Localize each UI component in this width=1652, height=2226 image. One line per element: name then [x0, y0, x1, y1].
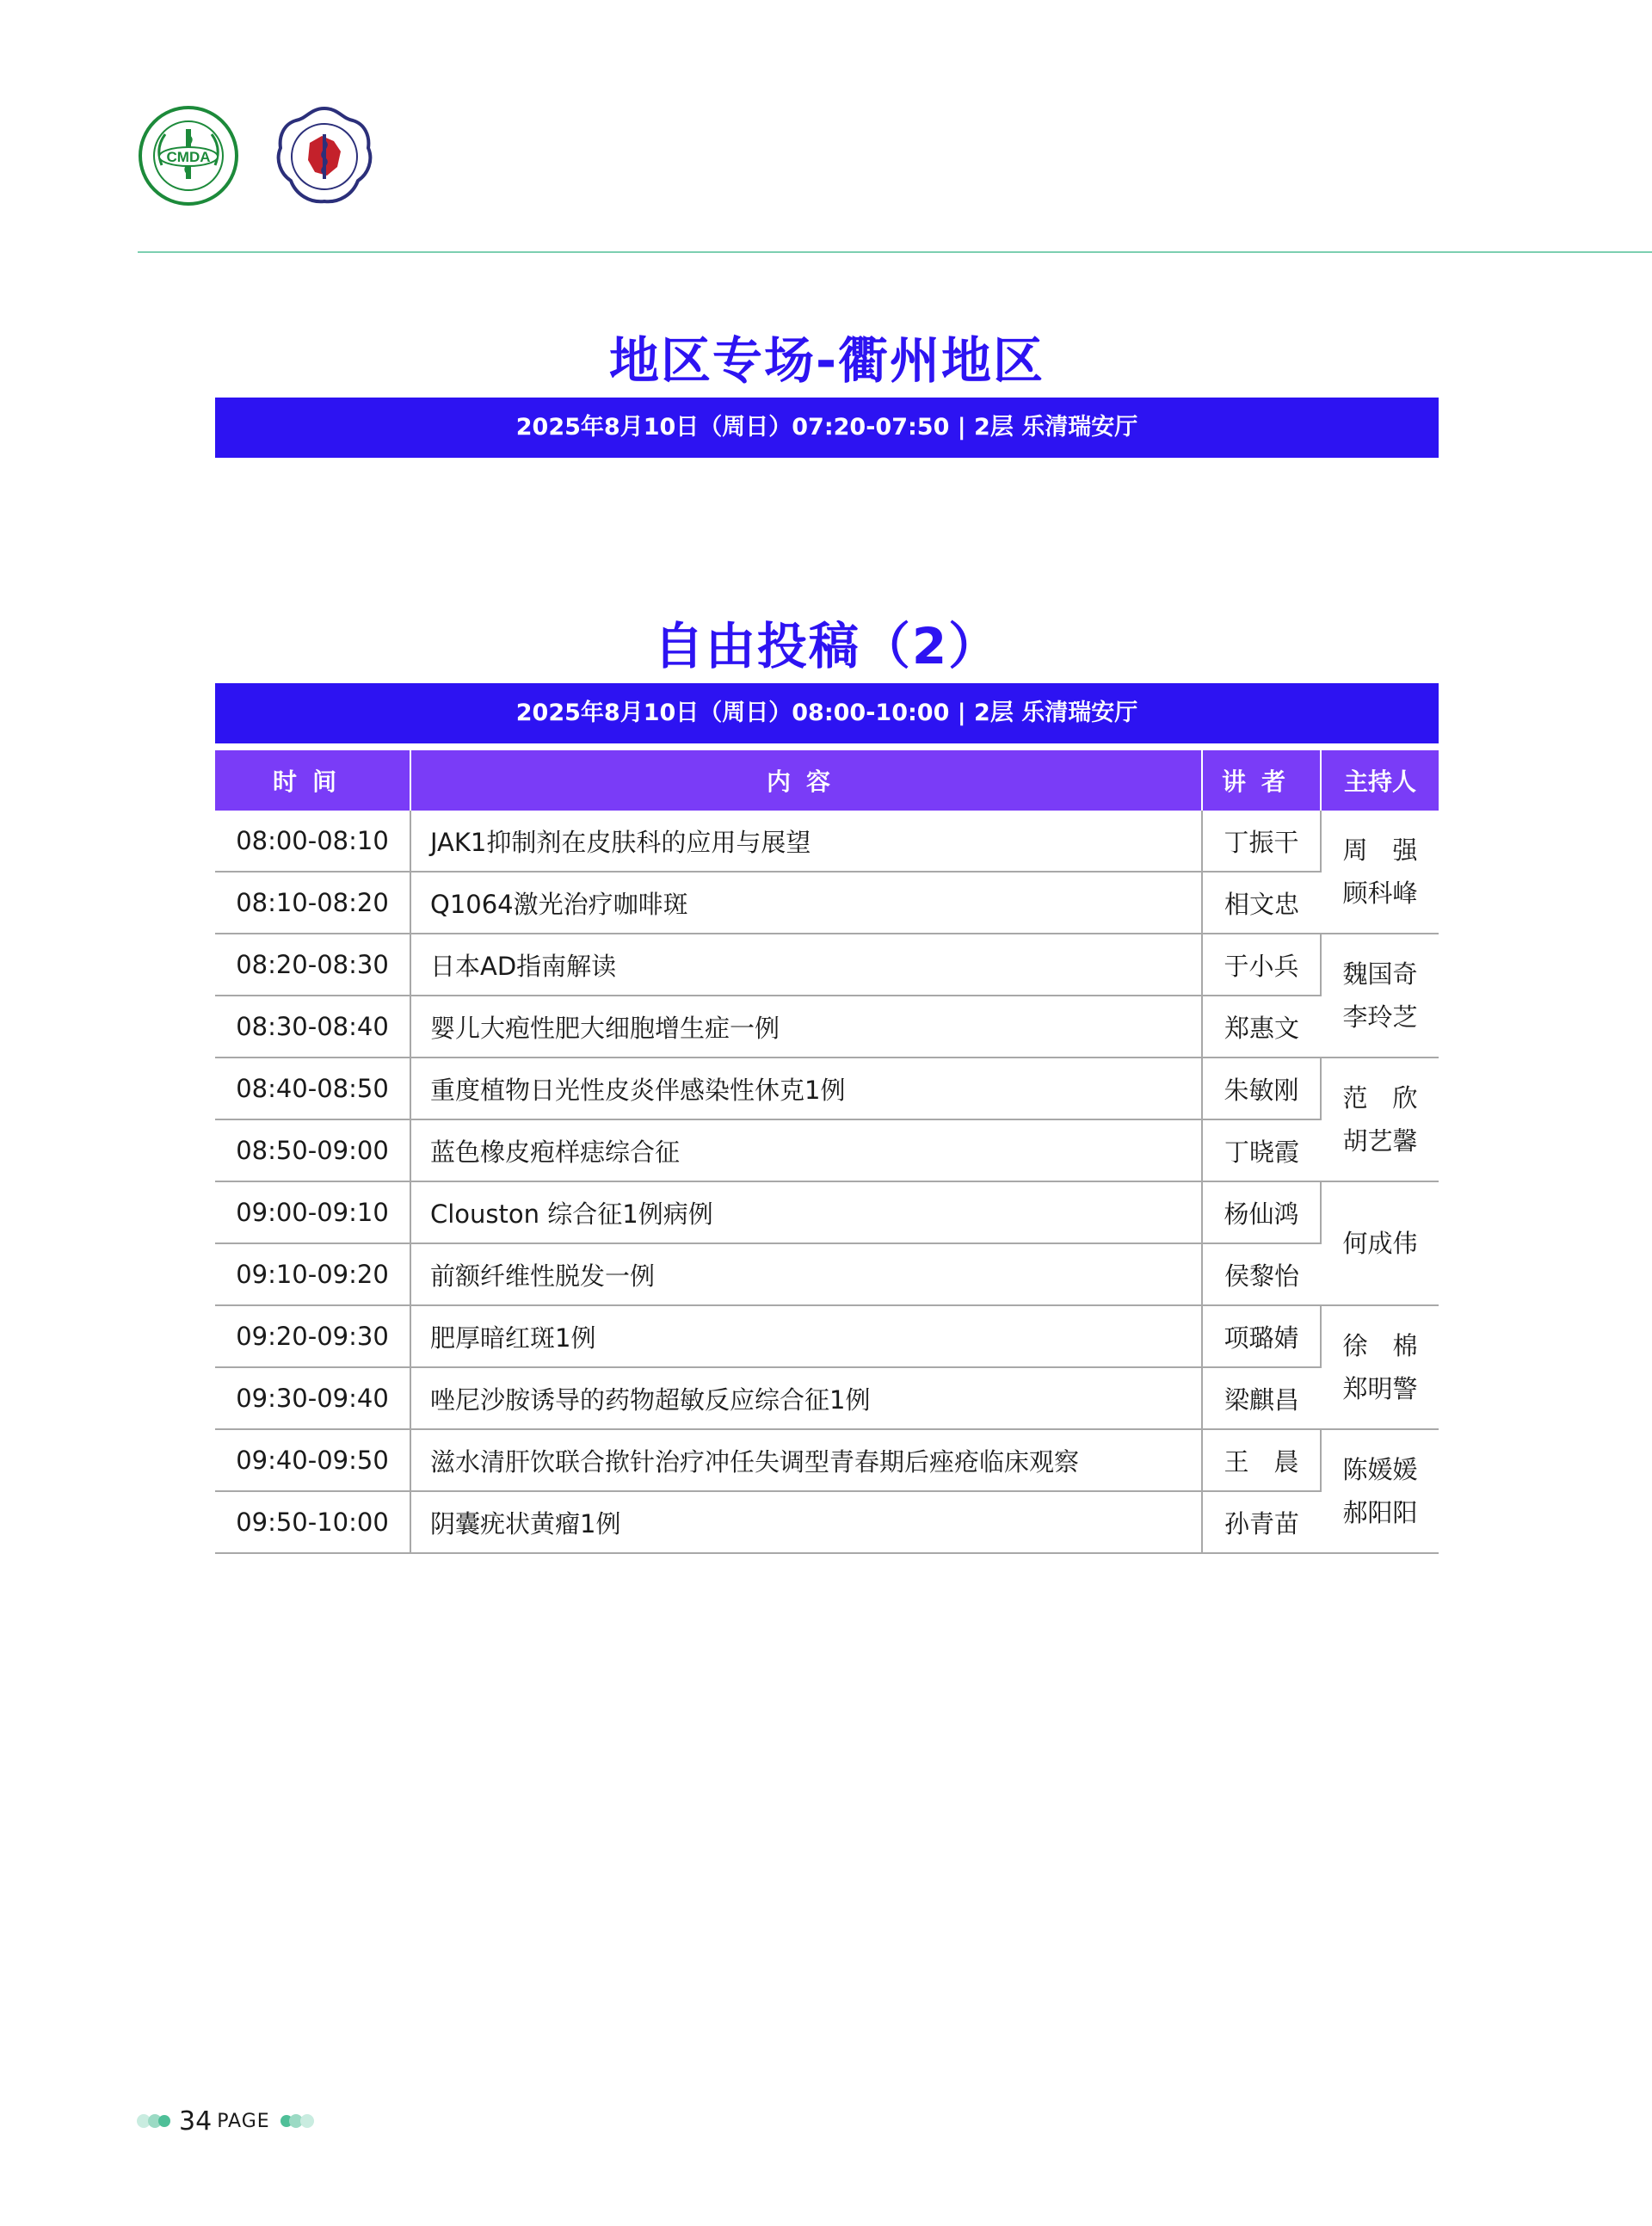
host-cell — [1321, 1305, 1439, 1429]
host-name: 胡艺馨 — [1342, 1126, 1418, 1156]
time-cell: 09:50-10:00 — [215, 1491, 410, 1553]
topic-cell: 重度植物日光性皮炎伴感染性休克1例 — [410, 1058, 1202, 1119]
time-cell: 08:20-08:30 — [215, 934, 410, 996]
footer-dots-left-icon — [136, 2112, 172, 2130]
time-cell: 09:30-09:40 — [215, 1367, 410, 1429]
time-cell: 09:40-09:50 — [215, 1429, 410, 1491]
column-header-time: 时间 — [215, 750, 410, 811]
speaker-cell: 郑惠文 — [1202, 996, 1321, 1058]
table-row — [215, 872, 1439, 934]
topic-cell: JAK1抑制剂在皮肤科的应用与展望 — [410, 811, 1202, 872]
table-row — [215, 1119, 1439, 1181]
time-cell: 08:30-08:40 — [215, 996, 410, 1058]
time-cell: 08:50-09:00 — [215, 1119, 410, 1181]
footer-dots-right-icon — [279, 2112, 315, 2130]
column-header-speaker: 讲者 — [1202, 750, 1321, 811]
speaker-cell: 于小兵 — [1202, 934, 1321, 996]
host-cell — [1321, 1429, 1439, 1553]
zhejiang-medical-association-logo — [274, 105, 375, 207]
column-header-content: 内容 — [410, 750, 1202, 811]
topic-cell: 肥厚暗红斑1例 — [410, 1305, 1202, 1367]
table-row — [215, 1243, 1439, 1305]
table-row — [215, 996, 1439, 1058]
host-name: 何成伟 — [1342, 1229, 1418, 1258]
section-title-quzhou: 地区专场-衢州地区 — [608, 331, 1045, 390]
table-row — [215, 811, 1439, 872]
page-label: PAGE — [217, 2110, 270, 2132]
speaker-cell: 朱敏刚 — [1202, 1058, 1321, 1119]
page-number: 34 — [179, 2106, 213, 2137]
topic-cell: 日本AD指南解读 — [410, 934, 1202, 996]
table-row — [215, 934, 1439, 996]
speaker-cell: 丁振干 — [1202, 811, 1321, 872]
cmda-logo-text: CMDA — [166, 149, 211, 165]
topic-cell: Q1064激光治疗咖啡斑 — [410, 872, 1202, 934]
table-row — [215, 1181, 1439, 1243]
session-banner-free-papers: 2025年8月10日（周日）08:00-10:00 | 2层 乐清瑞安厅 — [215, 683, 1439, 743]
speaker-cell: 相文忠 — [1202, 872, 1321, 934]
host-name: 郑明警 — [1342, 1374, 1418, 1403]
table-row — [215, 1367, 1439, 1429]
time-cell: 08:10-08:20 — [215, 872, 410, 934]
speaker-cell: 项璐婧 — [1202, 1305, 1321, 1367]
host-name: 徐 棉 — [1342, 1331, 1418, 1360]
speaker-cell: 杨仙鸿 — [1202, 1181, 1321, 1243]
schedule-header-row — [215, 750, 1439, 811]
host-name: 陈媛媛 — [1342, 1455, 1418, 1484]
topic-cell: 前额纤维性脱发一例 — [410, 1243, 1202, 1305]
table-row — [215, 1429, 1439, 1491]
host-name: 顾科峰 — [1342, 879, 1418, 908]
host-name: 范 欣 — [1342, 1083, 1418, 1113]
speaker-cell: 王 晨 — [1202, 1429, 1321, 1491]
table-row — [215, 1058, 1439, 1119]
section-title-free-papers: 自由投稿（2） — [653, 617, 1001, 675]
cmda-logo — [138, 105, 239, 207]
time-cell: 08:00-08:10 — [215, 811, 410, 872]
speaker-cell: 丁晓霞 — [1202, 1119, 1321, 1181]
speaker-cell: 侯黎怡 — [1202, 1243, 1321, 1305]
table-row — [215, 1305, 1439, 1367]
host-cell — [1321, 811, 1439, 934]
schedule-table — [215, 750, 1439, 1554]
host-name: 魏国奇 — [1342, 959, 1418, 989]
topic-cell: 唑尼沙胺诱导的药物超敏反应综合征1例 — [410, 1367, 1202, 1429]
topic-cell: 婴儿大疱性肥大细胞增生症一例 — [410, 996, 1202, 1058]
host-name: 郝阳阳 — [1342, 1498, 1418, 1527]
topic-cell: Clouston 综合征1例病例 — [410, 1181, 1202, 1243]
session-banner-quzhou: 2025年8月10日（周日）07:20-07:50 | 2层 乐清瑞安厅 — [215, 398, 1439, 458]
page-footer — [136, 2104, 315, 2138]
header-divider — [138, 251, 1652, 253]
host-cell — [1321, 1181, 1439, 1305]
table-row — [215, 1491, 1439, 1553]
time-cell: 09:20-09:30 — [215, 1305, 410, 1367]
host-name: 周 强 — [1342, 836, 1418, 865]
time-cell: 08:40-08:50 — [215, 1058, 410, 1119]
topic-cell: 蓝色橡皮疱样痣综合征 — [410, 1119, 1202, 1181]
topic-cell: 滋水清肝饮联合揿针治疗冲任失调型青春期后痤疮临床观察 — [410, 1429, 1202, 1491]
column-header-host: 主持人 — [1321, 750, 1439, 811]
topic-cell: 阴囊疣状黄瘤1例 — [410, 1491, 1202, 1553]
speaker-cell: 梁麒昌 — [1202, 1367, 1321, 1429]
speaker-cell: 孙青苗 — [1202, 1491, 1321, 1553]
time-cell: 09:10-09:20 — [215, 1243, 410, 1305]
host-cell — [1321, 934, 1439, 1058]
host-name: 李玲芝 — [1342, 1002, 1418, 1032]
time-cell: 09:00-09:10 — [215, 1181, 410, 1243]
host-cell — [1321, 1058, 1439, 1181]
